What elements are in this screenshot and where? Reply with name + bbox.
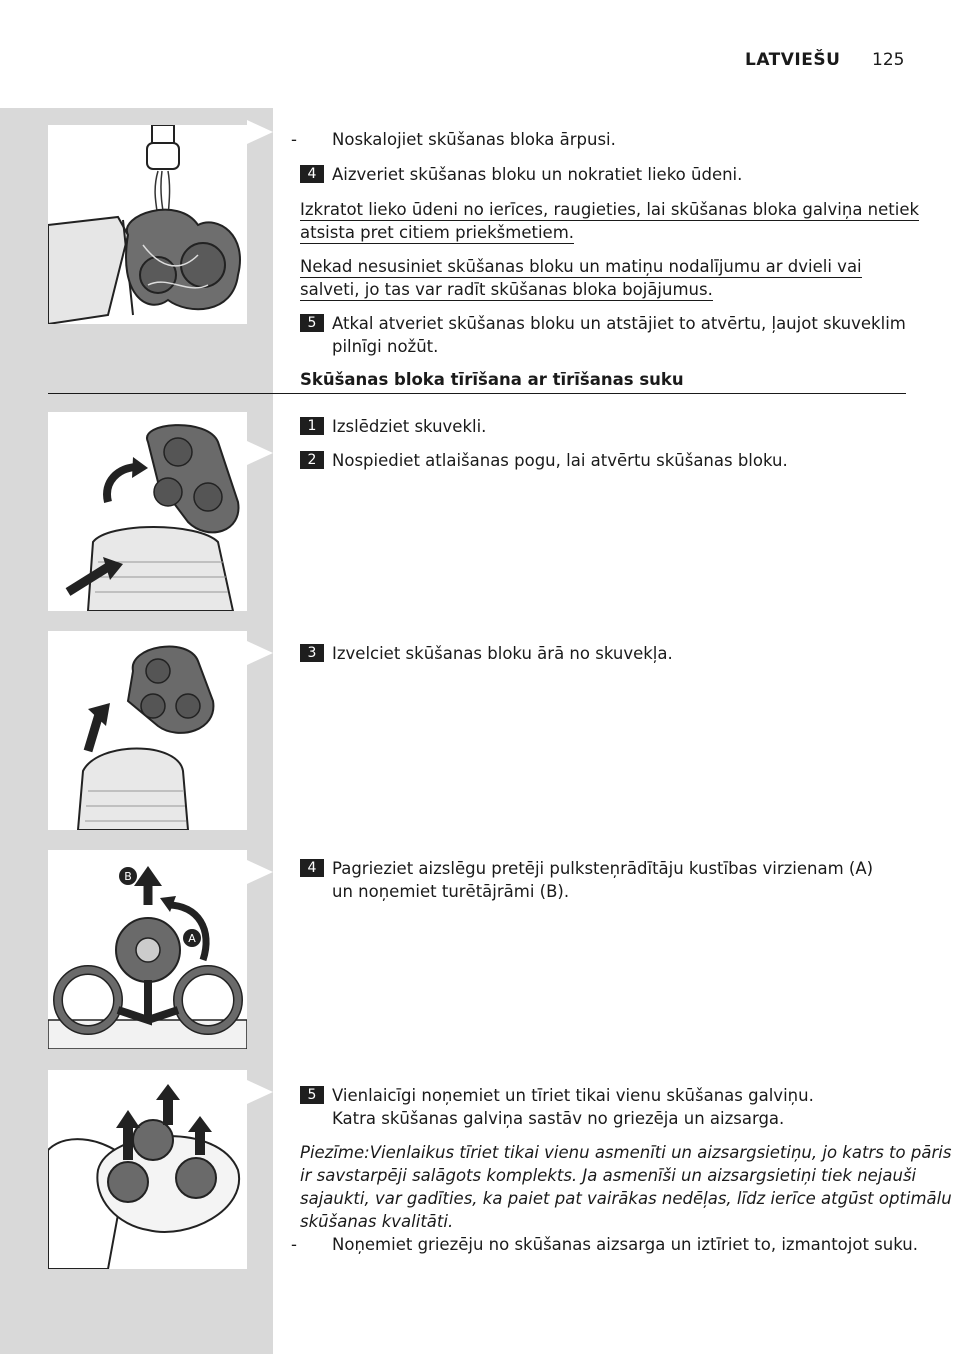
final-instruction: Noņemiet griezēju no skūšanas aizsarga un iztīriet to, izmantojot suku.	[332, 1235, 918, 1254]
step-text: Atkal atveriet skūšanas bloku un atstājiet to atvērtu, ļaujot skuveklim	[332, 314, 906, 333]
rinse-instruction: Noskalojiet skūšanas bloka ārpusi.	[332, 130, 616, 149]
page-number: 125	[872, 50, 905, 70]
open-shaving-unit-illustration	[48, 412, 247, 611]
warning-line	[300, 198, 919, 221]
step-number: 4	[300, 165, 324, 183]
step-text: Pagrieziet aizslēgu pretēji pulksteņrādītāju kustības virzienam (A)	[332, 859, 874, 878]
step-text: Nospiediet atlaišanas pogu, lai atvērtu skūšanas bloku.	[332, 451, 788, 470]
step-text: un noņemiet turētājrāmi (B).	[332, 882, 570, 901]
warning-text: Nekad nesusiniet skūšanas bloku un matiņu nodalījumu ar dvieli vai	[300, 257, 862, 276]
note-text: skūšanas kvalitāti.	[300, 1212, 454, 1231]
remove-shaving-heads-illustration	[48, 1070, 247, 1269]
step-text: Izslēdziet skuvekli.	[332, 417, 487, 436]
label-b: B	[124, 870, 132, 883]
note-text: ir savstarpēji salāgots komplekts. Ja asmenīši un aizsargsietiņi tiek nejauši	[300, 1166, 917, 1185]
step-number: 1	[300, 417, 324, 435]
unlock-retaining-frame-illustration	[48, 850, 247, 1049]
note-text: sajaukti, var gadīties, ka paiet pat vairākas nedēļas, līdz ierīce atgūst optimālu	[300, 1189, 952, 1208]
label-a: A	[188, 932, 196, 945]
figure-pointer	[247, 441, 273, 465]
warning-text: salveti, jo tas var radīt skūšanas bloka bojājumus.	[300, 280, 713, 299]
step-text: Katra skūšanas galviņa sastāv no griezēja un aizsarga.	[332, 1109, 785, 1128]
step-number: 2	[300, 451, 324, 469]
step-number: 5	[300, 1086, 324, 1104]
step-text: Aizveriet skūšanas bloku un nokratiet lieko ūdeni.	[332, 165, 743, 184]
bullet-dash: -	[291, 130, 297, 149]
remove-shaving-unit-illustration	[48, 631, 247, 830]
bullet-dash: -	[291, 1235, 297, 1254]
warning-line	[300, 255, 862, 278]
figure-pointer	[247, 1080, 273, 1104]
section-divider	[48, 393, 906, 394]
step-text: pilnīgi nožūt.	[332, 337, 439, 356]
step-number: 3	[300, 644, 324, 662]
rinse-shaving-unit-illustration	[48, 125, 247, 324]
section-title: Skūšanas bloka tīrīšana ar tīrīšanas suku	[300, 370, 684, 389]
figure-pointer	[247, 641, 273, 665]
header-language: LATVIEŠU	[745, 50, 841, 70]
note-text: Piezīme:Vienlaikus tīriet tikai vienu asmenīti un aizsargsietiņu, jo katrs to pāris	[300, 1143, 952, 1162]
warning-line	[300, 221, 574, 244]
step-text: Izvelciet skūšanas bloku ārā no skuvekļa.	[332, 644, 673, 663]
warning-line	[300, 278, 713, 301]
figure-pointer	[247, 120, 273, 144]
step-text: Vienlaicīgi noņemiet un tīriet tikai vienu skūšanas galviņu.	[332, 1086, 814, 1105]
step-number: 4	[300, 859, 324, 877]
warning-text: atsista pret citiem priekšmetiem.	[300, 223, 575, 242]
figure-pointer	[247, 860, 273, 884]
warning-text: Izkratot lieko ūdeni no ierīces, raugieties, lai skūšanas bloka galviņa netiek	[300, 200, 920, 219]
step-number: 5	[300, 314, 324, 332]
